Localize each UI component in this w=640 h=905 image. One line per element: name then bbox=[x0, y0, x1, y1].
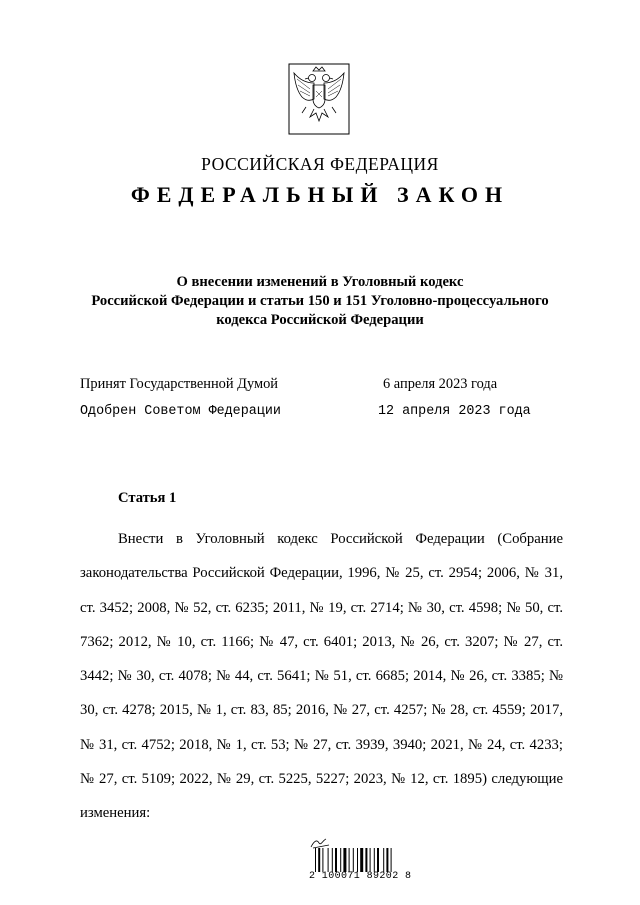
law-title bbox=[60, 273, 580, 330]
barcode-bar bbox=[340, 848, 341, 872]
barcode-bar bbox=[315, 848, 316, 872]
barcode-bar bbox=[383, 848, 384, 872]
law-title-line: О внесении изменений в Уголовный кодекс bbox=[176, 274, 464, 290]
barcode-bar bbox=[318, 848, 320, 872]
barcode-number: 2 100071 89202 8 bbox=[309, 871, 412, 882]
barcode-bar bbox=[370, 848, 371, 872]
article-body: Внести в Уголовный кодекс Российской Федерации (Собрание законодательства Российской Федерации, 1996, № 25, ст. 2954; 2006, № 31, ст. 3452; 2008, № 52, ст. 6235; 2011, № 19, ст. 2714; № 30, ст. 4598; № 50, ст. 7362; 2012, № 10, ст. 1166; № 47, ст. 6401; 2013, № 26, ст. 3207; № 27, ст. 3442; № 30, ст. 4078; № 44, ст. 5641; № 51, ст. 6685; 2014, № 26, ст. 3385; № 30, ст. 4278; 2015, № 1, ст. 83, 85; 2016, № 27, ст. 4257; № 28, ст. 4559; 2017, № 31, ст. 4752; 2018, № 1, ст. 53; № 27, ст. 3939, 3940; 2021, № 24, ст. 4233; № 27, ст. 5109; 2022, № 29, ст. 5225, 5227; 2023, № 12, ст. 1895) следующие изменения: bbox=[80, 531, 563, 822]
law-title-line: кодекса Российской Федерации bbox=[216, 312, 424, 328]
barcode-bar bbox=[377, 848, 379, 872]
barcode-bar bbox=[374, 848, 375, 872]
barcode-bar bbox=[349, 848, 350, 872]
document-type: ФЕДЕРАЛЬНЫЙ ЗАКОН bbox=[130, 182, 510, 207]
barcode-bar bbox=[335, 848, 337, 872]
barcode-icon bbox=[314, 848, 404, 873]
council-approval-date: 12 апреля 2023 года bbox=[378, 404, 531, 419]
barcode-bar bbox=[322, 848, 323, 872]
duma-adoption-date: 6 апреля 2023 года bbox=[383, 376, 498, 392]
article-heading: Статья 1 bbox=[118, 490, 177, 506]
barcode-bar bbox=[357, 848, 358, 872]
barcode-bar bbox=[343, 848, 346, 872]
barcode-bar bbox=[365, 848, 367, 872]
council-approval-label: Одобрен Советом Федерации bbox=[80, 404, 281, 419]
barcode-bar bbox=[391, 848, 392, 872]
duma-adoption-label: Принят Государственной Думой bbox=[80, 376, 278, 392]
barcode-bar bbox=[353, 848, 354, 872]
barcode-bar bbox=[386, 848, 388, 872]
signature-mark bbox=[309, 836, 331, 848]
barcode-bar bbox=[332, 848, 333, 872]
coat-of-arms-icon bbox=[288, 63, 350, 135]
country-name: РОССИЙСКАЯ ФЕДЕРАЦИЯ bbox=[201, 154, 439, 174]
barcode-bar bbox=[360, 848, 363, 872]
law-title-line: Российской Федерации и статьи 150 и 151 Уголовно-процессуального bbox=[91, 293, 549, 309]
barcode-bar bbox=[328, 848, 329, 872]
